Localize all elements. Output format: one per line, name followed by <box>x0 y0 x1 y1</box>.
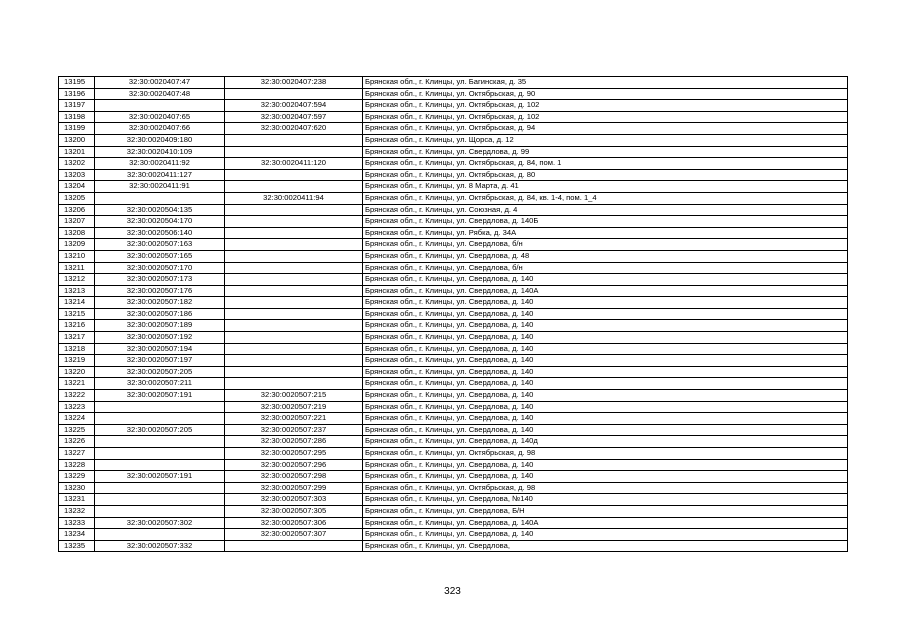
address-cell: Брянская обл., г. Клинцы, ул. Свердлова, №140 <box>363 494 848 506</box>
parent-cadastral-number-cell <box>225 239 363 251</box>
address-cell: Брянская обл., г. Клинцы, ул. Октябрьская, д. 84, пом. 1 <box>363 158 848 170</box>
cadastral-number-cell: 32:30:0020507:189 <box>95 320 225 332</box>
parent-cadastral-number-cell: 32:30:0020407:597 <box>225 111 363 123</box>
cadastral-number-cell: 32:30:0020507:165 <box>95 250 225 262</box>
row-number-cell: 13234 <box>59 529 95 541</box>
cadastral-number-cell <box>95 494 225 506</box>
table-row <box>59 494 848 506</box>
row-number-cell: 13216 <box>59 320 95 332</box>
parent-cadastral-number-cell: 32:30:0020407:620 <box>225 123 363 135</box>
cadastral-number-cell: 32:30:0020507:163 <box>95 239 225 251</box>
table-row <box>59 192 848 204</box>
table-row <box>59 239 848 251</box>
row-number-cell: 13218 <box>59 343 95 355</box>
parent-cadastral-number-cell <box>225 274 363 286</box>
parent-cadastral-number-cell: 32:30:0020507:237 <box>225 424 363 436</box>
table-row <box>59 123 848 135</box>
cadastral-number-cell: 32:30:0020507:197 <box>95 355 225 367</box>
parent-cadastral-number-cell <box>225 204 363 216</box>
address-cell: Брянская обл., г. Клинцы, ул. Свердлова, д. 140 <box>363 297 848 309</box>
cadastral-number-cell <box>95 413 225 425</box>
cadastral-number-cell: 32:30:0020407:47 <box>95 77 225 89</box>
row-number-cell: 13232 <box>59 505 95 517</box>
cadastral-number-cell: 32:30:0020409:180 <box>95 134 225 146</box>
table-row <box>59 181 848 193</box>
address-cell: Брянская обл., г. Клинцы, ул. Октябрьская, д. 98 <box>363 448 848 460</box>
table-row <box>59 308 848 320</box>
cadastral-number-cell: 32:30:0020507:332 <box>95 540 225 552</box>
row-number-cell: 13233 <box>59 517 95 529</box>
cadastral-number-cell: 32:30:0020507:191 <box>95 471 225 483</box>
table-row <box>59 146 848 158</box>
row-number-cell: 13207 <box>59 216 95 228</box>
table-row <box>59 250 848 262</box>
parent-cadastral-number-cell <box>225 250 363 262</box>
register-table-body <box>59 77 848 552</box>
row-number-cell: 13235 <box>59 540 95 552</box>
table-row <box>59 482 848 494</box>
table-row <box>59 100 848 112</box>
row-number-cell: 13206 <box>59 204 95 216</box>
address-cell: Брянская обл., г. Клинцы, ул. Октябрьская, д. 98 <box>363 482 848 494</box>
address-cell: Брянская обл., г. Клинцы, ул. Октябрьская, д. 94 <box>363 123 848 135</box>
row-number-cell: 13213 <box>59 285 95 297</box>
parent-cadastral-number-cell: 32:30:0020411:120 <box>225 158 363 170</box>
row-number-cell: 13215 <box>59 308 95 320</box>
cadastral-number-cell <box>95 436 225 448</box>
row-number-cell: 13231 <box>59 494 95 506</box>
row-number-cell: 13208 <box>59 227 95 239</box>
address-cell: Брянская обл., г. Клинцы, ул. 8 Марта, д. 41 <box>363 181 848 193</box>
row-number-cell: 13230 <box>59 482 95 494</box>
row-number-cell: 13214 <box>59 297 95 309</box>
address-cell: Брянская обл., г. Клинцы, ул. Октябрьская, д. 102 <box>363 111 848 123</box>
row-number-cell: 13202 <box>59 158 95 170</box>
parent-cadastral-number-cell <box>225 169 363 181</box>
parent-cadastral-number-cell: 32:30:0020407:238 <box>225 77 363 89</box>
row-number-cell: 13211 <box>59 262 95 274</box>
table-row <box>59 343 848 355</box>
page-number: 323 <box>444 586 461 597</box>
row-number-cell: 13222 <box>59 390 95 402</box>
row-number-cell: 13195 <box>59 77 95 89</box>
table-row <box>59 134 848 146</box>
cadastral-number-cell: 32:30:0020407:66 <box>95 123 225 135</box>
cadastral-number-cell <box>95 459 225 471</box>
address-cell: Брянская обл., г. Клинцы, ул. Свердлова, <box>363 540 848 552</box>
address-cell: Брянская обл., г. Клинцы, ул. Свердлова, д. 140д <box>363 436 848 448</box>
table-row <box>59 111 848 123</box>
cadastral-number-cell: 32:30:0020411:91 <box>95 181 225 193</box>
table-row <box>59 262 848 274</box>
address-cell: Брянская обл., г. Клинцы, ул. Свердлова, д. 140А <box>363 517 848 529</box>
row-number-cell: 13228 <box>59 459 95 471</box>
address-cell: Брянская обл., г. Клинцы, ул. Свердлова, д. 140 <box>363 471 848 483</box>
parent-cadastral-number-cell <box>225 378 363 390</box>
address-cell: Брянская обл., г. Клинцы, ул. Свердлова, д. 140 <box>363 413 848 425</box>
address-cell: Брянская обл., г. Клинцы, ул. Багинская, д. 35 <box>363 77 848 89</box>
cadastral-number-cell <box>95 192 225 204</box>
row-number-cell: 13226 <box>59 436 95 448</box>
table-row <box>59 505 848 517</box>
address-cell: Брянская обл., г. Клинцы, ул. Свердлова, д. 140 <box>363 308 848 320</box>
table-row <box>59 366 848 378</box>
parent-cadastral-number-cell: 32:30:0020507:286 <box>225 436 363 448</box>
cadastral-number-cell: 32:30:0020507:205 <box>95 424 225 436</box>
parent-cadastral-number-cell: 32:30:0020507:219 <box>225 401 363 413</box>
cadastral-number-cell: 32:30:0020504:170 <box>95 216 225 228</box>
row-number-cell: 13196 <box>59 88 95 100</box>
table-row <box>59 459 848 471</box>
parent-cadastral-number-cell <box>225 216 363 228</box>
address-cell: Брянская обл., г. Клинцы, ул. Октябрьская, д. 102 <box>363 100 848 112</box>
address-cell: Брянская обл., г. Клинцы, ул. Свердлова, д. 140Б <box>363 216 848 228</box>
row-number-cell: 13223 <box>59 401 95 413</box>
row-number-cell: 13203 <box>59 169 95 181</box>
table-row <box>59 88 848 100</box>
address-cell: Брянская обл., г. Клинцы, ул. Свердлова, д. 140 <box>363 378 848 390</box>
cadastral-number-cell: 32:30:0020507:186 <box>95 308 225 320</box>
cadastral-number-cell: 32:30:0020507:170 <box>95 262 225 274</box>
address-cell: Брянская обл., г. Клинцы, ул. Рябка, д. 34А <box>363 227 848 239</box>
row-number-cell: 13224 <box>59 413 95 425</box>
row-number-cell: 13221 <box>59 378 95 390</box>
cadastral-number-cell: 32:30:0020411:127 <box>95 169 225 181</box>
cadastral-number-cell: 32:30:0020504:135 <box>95 204 225 216</box>
cadastral-number-cell: 32:30:0020407:48 <box>95 88 225 100</box>
cadastral-number-cell: 32:30:0020507:205 <box>95 366 225 378</box>
parent-cadastral-number-cell <box>225 227 363 239</box>
row-number-cell: 13217 <box>59 332 95 344</box>
cadastral-number-cell <box>95 482 225 494</box>
row-number-cell: 13227 <box>59 448 95 460</box>
parent-cadastral-number-cell: 32:30:0020507:305 <box>225 505 363 517</box>
cadastral-number-cell <box>95 505 225 517</box>
table-row <box>59 274 848 286</box>
parent-cadastral-number-cell <box>225 343 363 355</box>
address-cell: Брянская обл., г. Клинцы, ул. Свердлова, д. 140 <box>363 459 848 471</box>
parent-cadastral-number-cell <box>225 308 363 320</box>
cadastral-number-cell: 32:30:0020410:109 <box>95 146 225 158</box>
parent-cadastral-number-cell <box>225 355 363 367</box>
cadastral-number-cell: 32:30:0020507:182 <box>95 297 225 309</box>
parent-cadastral-number-cell <box>225 366 363 378</box>
table-row <box>59 448 848 460</box>
row-number-cell: 13210 <box>59 250 95 262</box>
table-row <box>59 355 848 367</box>
parent-cadastral-number-cell: 32:30:0020411:94 <box>225 192 363 204</box>
parent-cadastral-number-cell <box>225 540 363 552</box>
cadastral-number-cell: 32:30:0020507:173 <box>95 274 225 286</box>
address-cell: Брянская обл., г. Клинцы, ул. Октябрьская, д. 80 <box>363 169 848 181</box>
table-row <box>59 390 848 402</box>
cadastral-number-cell: 32:30:0020411:92 <box>95 158 225 170</box>
parent-cadastral-number-cell: 32:30:0020507:296 <box>225 459 363 471</box>
table-row <box>59 332 848 344</box>
table-row <box>59 320 848 332</box>
row-number-cell: 13204 <box>59 181 95 193</box>
row-number-cell: 13209 <box>59 239 95 251</box>
row-number-cell: 13219 <box>59 355 95 367</box>
table-row <box>59 169 848 181</box>
row-number-cell: 13229 <box>59 471 95 483</box>
table-row <box>59 285 848 297</box>
parent-cadastral-number-cell: 32:30:0020507:298 <box>225 471 363 483</box>
address-cell: Брянская обл., г. Клинцы, ул. Свердлова, д. 140 <box>363 355 848 367</box>
address-cell: Брянская обл., г. Клинцы, ул. Октябрьская, д. 84, кв. 1-4, пом. 1_4 <box>363 192 848 204</box>
address-cell: Брянская обл., г. Клинцы, ул. Свердлова, д. 140 <box>363 401 848 413</box>
row-number-cell: 13198 <box>59 111 95 123</box>
parent-cadastral-number-cell: 32:30:0020507:303 <box>225 494 363 506</box>
parent-cadastral-number-cell <box>225 320 363 332</box>
table-row <box>59 413 848 425</box>
table-row <box>59 424 848 436</box>
table-row <box>59 471 848 483</box>
parent-cadastral-number-cell <box>225 181 363 193</box>
address-cell: Брянская обл., г. Клинцы, ул. Свердлова, б/н <box>363 239 848 251</box>
table-row <box>59 216 848 228</box>
parent-cadastral-number-cell <box>225 297 363 309</box>
cadastral-number-cell <box>95 448 225 460</box>
cadastral-number-cell: 32:30:0020507:192 <box>95 332 225 344</box>
address-cell: Брянская обл., г. Клинцы, ул. Союзная, д. 4 <box>363 204 848 216</box>
cadastral-number-cell: 32:30:0020507:211 <box>95 378 225 390</box>
table-row <box>59 529 848 541</box>
parent-cadastral-number-cell <box>225 262 363 274</box>
address-cell: Брянская обл., г. Клинцы, ул. Свердлова, б/н <box>363 262 848 274</box>
address-cell: Брянская обл., г. Клинцы, ул. Свердлова, д. 140 <box>363 343 848 355</box>
address-cell: Брянская обл., г. Клинцы, ул. Свердлова, д. 140 <box>363 320 848 332</box>
row-number-cell: 13197 <box>59 100 95 112</box>
parent-cadastral-number-cell <box>225 285 363 297</box>
parent-cadastral-number-cell: 32:30:0020507:295 <box>225 448 363 460</box>
cadastral-number-cell: 32:30:0020507:176 <box>95 285 225 297</box>
parent-cadastral-number-cell: 32:30:0020507:299 <box>225 482 363 494</box>
table-row <box>59 378 848 390</box>
row-number-cell: 13199 <box>59 123 95 135</box>
parent-cadastral-number-cell <box>225 146 363 158</box>
table-row <box>59 517 848 529</box>
address-cell: Брянская обл., г. Клинцы, ул. Свердлова, д. 140А <box>363 285 848 297</box>
table-row <box>59 436 848 448</box>
table-row <box>59 297 848 309</box>
cadastral-number-cell <box>95 100 225 112</box>
row-number-cell: 13205 <box>59 192 95 204</box>
cadastral-number-cell <box>95 401 225 413</box>
parent-cadastral-number-cell: 32:30:0020507:215 <box>225 390 363 402</box>
row-number-cell: 13220 <box>59 366 95 378</box>
address-cell: Брянская обл., г. Клинцы, ул. Октябрьская, д. 90 <box>363 88 848 100</box>
register-table <box>58 76 848 552</box>
address-cell: Брянская обл., г. Клинцы, ул. Свердлова, д. 140 <box>363 274 848 286</box>
address-cell: Брянская обл., г. Клинцы, ул. Свердлова, д. 140 <box>363 529 848 541</box>
cadastral-number-cell: 32:30:0020507:194 <box>95 343 225 355</box>
cadastral-number-cell: 32:30:0020506:140 <box>95 227 225 239</box>
parent-cadastral-number-cell: 32:30:0020507:306 <box>225 517 363 529</box>
parent-cadastral-number-cell <box>225 88 363 100</box>
address-cell: Брянская обл., г. Клинцы, ул. Свердлова, д. 48 <box>363 250 848 262</box>
cadastral-number-cell: 32:30:0020507:191 <box>95 390 225 402</box>
parent-cadastral-number-cell: 32:30:0020407:594 <box>225 100 363 112</box>
parent-cadastral-number-cell: 32:30:0020507:221 <box>225 413 363 425</box>
table-row <box>59 158 848 170</box>
address-cell: Брянская обл., г. Клинцы, ул. Щорса, д. 12 <box>363 134 848 146</box>
row-number-cell: 13200 <box>59 134 95 146</box>
parent-cadastral-number-cell: 32:30:0020507:307 <box>225 529 363 541</box>
table-row <box>59 227 848 239</box>
address-cell: Брянская обл., г. Клинцы, ул. Свердлова, д. 140 <box>363 366 848 378</box>
address-cell: Брянская обл., г. Клинцы, ул. Свердлова, д. 140 <box>363 332 848 344</box>
table-row <box>59 540 848 552</box>
table-row <box>59 401 848 413</box>
row-number-cell: 13225 <box>59 424 95 436</box>
parent-cadastral-number-cell <box>225 134 363 146</box>
address-cell: Брянская обл., г. Клинцы, ул. Свердлова, Б/Н <box>363 505 848 517</box>
parent-cadastral-number-cell <box>225 332 363 344</box>
cadastral-number-cell: 32:30:0020507:302 <box>95 517 225 529</box>
address-cell: Брянская обл., г. Клинцы, ул. Свердлова, д. 140 <box>363 424 848 436</box>
address-cell: Брянская обл., г. Клинцы, ул. Свердлова, д. 99 <box>363 146 848 158</box>
table-row <box>59 204 848 216</box>
cadastral-number-cell <box>95 529 225 541</box>
cadastral-number-cell: 32:30:0020407:65 <box>95 111 225 123</box>
address-cell: Брянская обл., г. Клинцы, ул. Свердлова, д. 140 <box>363 390 848 402</box>
table-row <box>59 77 848 89</box>
row-number-cell: 13212 <box>59 274 95 286</box>
row-number-cell: 13201 <box>59 146 95 158</box>
